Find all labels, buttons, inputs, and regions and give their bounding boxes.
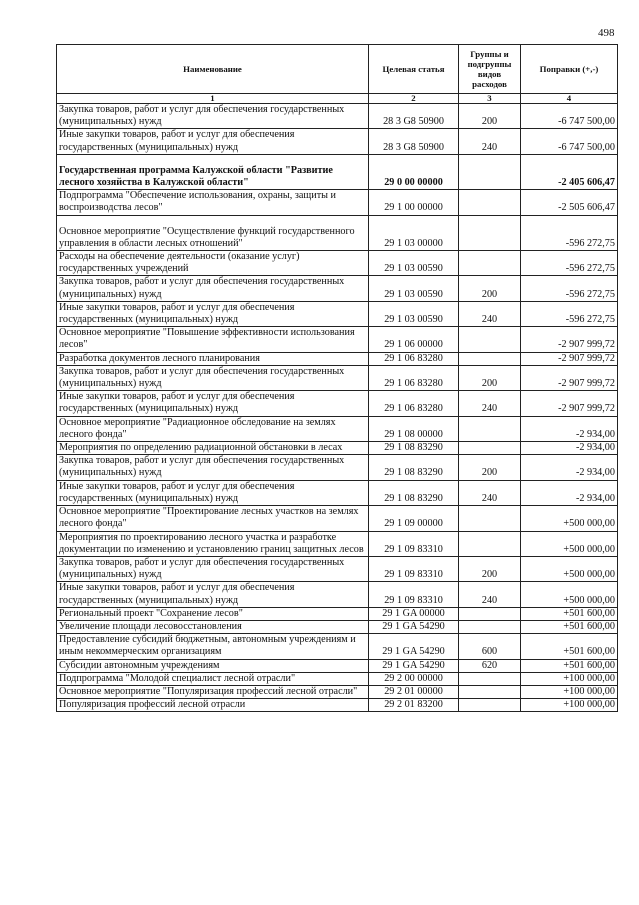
table-row <box>57 607 618 620</box>
page-number: 498 <box>598 27 615 39</box>
row-name: Разработка документов лесного планирования <box>57 352 369 365</box>
row-expense-group: 240 <box>459 301 521 326</box>
row-target-code: 29 1 03 00590 <box>369 276 459 301</box>
row-target-code: 29 1 08 00000 <box>369 416 459 441</box>
row-name: Основное мероприятие "Проектирование лесных участков на землях лесного фонда" <box>57 506 369 531</box>
table-row <box>57 634 618 659</box>
row-amount: +501 600,00 <box>521 607 618 620</box>
row-name: Подпрограмма "Молодой специалист лесной отрасли" <box>57 672 369 685</box>
row-target-code: 29 1 03 00590 <box>369 251 459 276</box>
table-row <box>57 620 618 633</box>
row-name: Закупка товаров, работ и услуг для обеспечения государственных (муниципальных) нужд <box>57 455 369 480</box>
row-amount: -2 907 999,72 <box>521 352 618 365</box>
row-target-code: 28 3 G8 50900 <box>369 129 459 154</box>
row-name: Закупка товаров, работ и услуг для обеспечения государственных (муниципальных) нужд <box>57 556 369 581</box>
row-expense-group <box>459 215 521 250</box>
row-amount: -2 934,00 <box>521 480 618 505</box>
row-name: Иные закупки товаров, работ и услуг для обеспечения государственных (муниципальных) нужд <box>57 480 369 505</box>
table-row <box>57 442 618 455</box>
row-expense-group: 620 <box>459 659 521 672</box>
row-target-code: 29 1 GA 54290 <box>369 659 459 672</box>
table-row <box>57 506 618 531</box>
table-row <box>57 327 618 352</box>
row-name: Региональный проект "Сохранение лесов" <box>57 607 369 620</box>
row-name: Закупка товаров, работ и услуг для обеспечения государственных (муниципальных) нужд <box>57 276 369 301</box>
table-row <box>57 672 618 685</box>
table-row <box>57 480 618 505</box>
table-row <box>57 154 618 189</box>
row-name: Основное мероприятие "Радиационное обследование на землях лесного фонда" <box>57 416 369 441</box>
row-amount: -6 747 500,00 <box>521 129 618 154</box>
table-row <box>57 190 618 215</box>
row-amount: +501 600,00 <box>521 634 618 659</box>
row-name: Мероприятия по проектированию лесного участка и разработке документации по изменению и установлению границ защитных лесов <box>57 531 369 556</box>
row-amount: -2 934,00 <box>521 416 618 441</box>
budget-amendments-table <box>56 44 618 712</box>
header-name: Наименование <box>57 45 369 94</box>
row-amount: +100 000,00 <box>521 699 618 712</box>
header-amount: Поправки (+,-) <box>521 45 618 94</box>
row-name: Основное мероприятие "Повышение эффективности использования лесов" <box>57 327 369 352</box>
row-target-code: 29 1 09 83310 <box>369 556 459 581</box>
table-row <box>57 104 618 129</box>
row-target-code: 29 1 03 00590 <box>369 301 459 326</box>
row-name: Государственная программа Калужской области "Развитие лесного хозяйства в Калужской области" <box>57 154 369 189</box>
table-row <box>57 276 618 301</box>
column-number: 3 <box>459 94 521 104</box>
row-expense-group: 240 <box>459 129 521 154</box>
row-expense-group <box>459 416 521 441</box>
row-amount: -2 505 606,47 <box>521 190 618 215</box>
table-row <box>57 301 618 326</box>
row-target-code: 29 1 08 83290 <box>369 455 459 480</box>
column-number: 2 <box>369 94 459 104</box>
table-body <box>57 104 618 712</box>
row-name: Увеличение площади лесовосстановления <box>57 620 369 633</box>
row-expense-group: 200 <box>459 365 521 390</box>
table-row <box>57 215 618 250</box>
row-name: Иные закупки товаров, работ и услуг для обеспечения государственных (муниципальных) нужд <box>57 129 369 154</box>
row-name: Иные закупки товаров, работ и услуг для обеспечения государственных (муниципальных) нужд <box>57 391 369 416</box>
row-target-code: 29 2 01 00000 <box>369 685 459 698</box>
row-target-code: 29 1 GA 54290 <box>369 620 459 633</box>
header-code: Целевая статья <box>369 45 459 94</box>
row-expense-group: 240 <box>459 480 521 505</box>
row-amount: +501 600,00 <box>521 620 618 633</box>
column-number: 4 <box>521 94 618 104</box>
row-name: Расходы на обеспечение деятельности (оказание услуг) государственных учреждений <box>57 251 369 276</box>
table-row <box>57 129 618 154</box>
header-group: Группы и подгруппы видов расходов <box>459 45 521 94</box>
table-row <box>57 251 618 276</box>
row-amount: +501 600,00 <box>521 659 618 672</box>
row-target-code: 29 2 01 83200 <box>369 699 459 712</box>
column-number-row <box>57 94 618 104</box>
row-expense-group: 240 <box>459 391 521 416</box>
row-amount: -2 405 606,47 <box>521 154 618 189</box>
row-name: Субсидии автономным учреждениям <box>57 659 369 672</box>
table-row <box>57 699 618 712</box>
row-amount: +100 000,00 <box>521 685 618 698</box>
row-target-code: 29 1 GA 54290 <box>369 634 459 659</box>
row-name: Закупка товаров, работ и услуг для обеспечения государственных (муниципальных) нужд <box>57 104 369 129</box>
row-expense-group <box>459 506 521 531</box>
row-name: Основное мероприятие "Осуществление функций государственного управления в области лесных отношений" <box>57 215 369 250</box>
row-expense-group <box>459 352 521 365</box>
row-name: Подпрограмма "Обеспечение использования, охраны, защиты и воспроизводства лесов" <box>57 190 369 215</box>
table-row <box>57 352 618 365</box>
row-target-code: 29 1 08 83290 <box>369 480 459 505</box>
row-amount: -596 272,75 <box>521 215 618 250</box>
row-target-code: 29 1 06 83280 <box>369 391 459 416</box>
row-amount: -2 907 999,72 <box>521 365 618 390</box>
row-expense-group <box>459 154 521 189</box>
row-target-code: 29 1 06 83280 <box>369 365 459 390</box>
row-amount: +500 000,00 <box>521 506 618 531</box>
row-amount: +500 000,00 <box>521 556 618 581</box>
row-expense-group: 600 <box>459 634 521 659</box>
row-name: Популяризация профессий лесной отрасли <box>57 699 369 712</box>
row-name: Мероприятия по определению радиационной обстановки в лесах <box>57 442 369 455</box>
row-target-code: 29 1 06 83280 <box>369 352 459 365</box>
row-amount: -596 272,75 <box>521 276 618 301</box>
row-target-code: 29 1 09 83310 <box>369 582 459 607</box>
row-expense-group <box>459 672 521 685</box>
table-row <box>57 685 618 698</box>
row-expense-group <box>459 531 521 556</box>
row-amount: +100 000,00 <box>521 672 618 685</box>
row-name: Иные закупки товаров, работ и услуг для обеспечения государственных (муниципальных) нужд <box>57 582 369 607</box>
row-amount: -2 907 999,72 <box>521 327 618 352</box>
row-amount: +500 000,00 <box>521 531 618 556</box>
row-expense-group: 200 <box>459 104 521 129</box>
table-row <box>57 531 618 556</box>
row-name: Закупка товаров, работ и услуг для обеспечения государственных (муниципальных) нужд <box>57 365 369 390</box>
row-expense-group: 200 <box>459 556 521 581</box>
table-row <box>57 455 618 480</box>
table-row <box>57 416 618 441</box>
table-row <box>57 659 618 672</box>
row-expense-group <box>459 685 521 698</box>
row-amount: -596 272,75 <box>521 251 618 276</box>
row-expense-group <box>459 699 521 712</box>
row-expense-group <box>459 190 521 215</box>
row-expense-group <box>459 327 521 352</box>
table-row <box>57 556 618 581</box>
row-target-code: 29 1 GA 00000 <box>369 607 459 620</box>
row-expense-group: 200 <box>459 276 521 301</box>
table-row <box>57 582 618 607</box>
row-amount: -2 907 999,72 <box>521 391 618 416</box>
row-name: Основное мероприятие "Популяризация профессий лесной отрасли" <box>57 685 369 698</box>
row-expense-group <box>459 251 521 276</box>
row-target-code: 28 3 G8 50900 <box>369 104 459 129</box>
row-expense-group <box>459 442 521 455</box>
row-target-code: 29 1 03 00000 <box>369 215 459 250</box>
row-amount: -6 747 500,00 <box>521 104 618 129</box>
row-amount: -2 934,00 <box>521 442 618 455</box>
row-target-code: 29 1 09 83310 <box>369 531 459 556</box>
row-target-code: 29 0 00 00000 <box>369 154 459 189</box>
row-expense-group: 240 <box>459 582 521 607</box>
row-expense-group <box>459 607 521 620</box>
row-name: Предоставление субсидий бюджетным, автономным учреждениям и иным некоммерческим организациям <box>57 634 369 659</box>
row-target-code: 29 1 00 00000 <box>369 190 459 215</box>
row-amount: -596 272,75 <box>521 301 618 326</box>
row-target-code: 29 1 09 00000 <box>369 506 459 531</box>
row-amount: +500 000,00 <box>521 582 618 607</box>
row-expense-group <box>459 620 521 633</box>
row-name: Иные закупки товаров, работ и услуг для обеспечения государственных (муниципальных) нужд <box>57 301 369 326</box>
row-expense-group: 200 <box>459 455 521 480</box>
row-target-code: 29 2 00 00000 <box>369 672 459 685</box>
row-target-code: 29 1 06 00000 <box>369 327 459 352</box>
row-target-code: 29 1 08 83290 <box>369 442 459 455</box>
table-header-row <box>57 45 618 94</box>
column-number: 1 <box>57 94 369 104</box>
table-row <box>57 365 618 390</box>
row-amount: -2 934,00 <box>521 455 618 480</box>
table-row <box>57 391 618 416</box>
